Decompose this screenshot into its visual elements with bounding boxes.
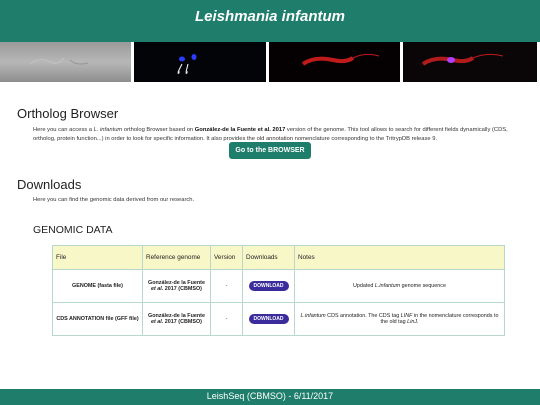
- downloads-heading: Downloads: [17, 177, 82, 192]
- genomic-data-heading: GENOMIC DATA: [33, 224, 113, 236]
- notes-text: in the nomenclature corresponds to the old tag: [380, 313, 499, 325]
- species-name: L.infantum: [374, 283, 401, 289]
- reference-text: 2017 (CBMSO): [163, 286, 202, 292]
- genomic-data-table: [52, 245, 505, 336]
- column-header-reference: Reference genome: [143, 246, 211, 270]
- file-cell: CDS ANNOTATION file (GFF file): [53, 303, 143, 336]
- reference-cell: [143, 270, 211, 303]
- micrograph-merge-image: [403, 42, 537, 82]
- tag-name: LinJ: [407, 319, 418, 325]
- column-header-notes: Notes: [295, 246, 505, 270]
- species-name: L. infantum: [93, 127, 123, 133]
- site-title: Leishmania infantum: [194, 8, 346, 25]
- ortholog-heading-wrap: [17, 106, 118, 121]
- column-header-downloads: Downloads: [243, 246, 295, 270]
- reference-text: González-de la Fuente: [148, 313, 205, 319]
- notes-cell: [295, 303, 505, 336]
- micrograph-red-stain-image: [269, 42, 400, 82]
- image-strip: [0, 42, 540, 82]
- ortholog-text: ortholog Browser based on: [122, 127, 195, 133]
- downloads-description: Here you can find the genomic data derived from our research.: [33, 197, 195, 203]
- table-row: [53, 270, 505, 303]
- table-header-row: [53, 246, 505, 270]
- site-footer: [0, 389, 540, 405]
- ortholog-heading: Ortholog Browser: [17, 106, 119, 121]
- notes-text: CDS annotation. The CDS tag: [325, 313, 401, 319]
- micrograph-brightfield-image: [0, 42, 131, 82]
- column-header-version: Version: [211, 246, 243, 270]
- reference-cell: [143, 303, 211, 336]
- download-cell: [243, 303, 295, 336]
- reference-text: 2017 (CBMSO): [163, 319, 202, 325]
- genomic-heading-wrap: [33, 224, 113, 236]
- download-cell: [243, 270, 295, 303]
- file-cell: GENOME (fasta file): [53, 270, 143, 303]
- notes-text: genome sequence: [400, 283, 446, 289]
- notes-cell: [295, 270, 505, 303]
- ortholog-text: version of the genome. This tool allows to search for different fields dynamically (CDS, ortholog, protein function...) in order to look for specific information. It also provides the old annotation nomenclature corresponding to the TritrypDB release 9.: [33, 127, 508, 142]
- reference-text: et al.: [151, 286, 164, 292]
- version-cell: -: [211, 303, 243, 336]
- ortholog-description: [33, 126, 513, 143]
- footer-text: LeishSeq (CBMSO) - 6/11/2017: [206, 391, 334, 401]
- column-header-file: File: [53, 246, 143, 270]
- species-name: L.infantum: [300, 313, 326, 319]
- download-cds-button[interactable]: DOWNLOAD: [249, 314, 289, 324]
- version-cell: -: [211, 270, 243, 303]
- downloads-heading-wrap: [17, 177, 81, 192]
- tag-name: LINF: [400, 313, 413, 319]
- notes-text: Updated: [353, 283, 375, 289]
- ortholog-text: Here you can access a: [33, 127, 94, 133]
- reference-text: González-de la Fuente: [148, 280, 205, 286]
- go-to-browser-button[interactable]: Go to the BROWSER: [229, 142, 311, 159]
- site-header: [0, 0, 540, 42]
- reference-citation: González-de la Fuente et al. 2017: [194, 127, 286, 133]
- table-row: [53, 303, 505, 336]
- micrograph-dapi-image: [134, 42, 266, 82]
- download-genome-button[interactable]: DOWNLOAD: [249, 281, 289, 291]
- notes-text: .: [417, 319, 419, 325]
- reference-text: et al.: [151, 319, 164, 325]
